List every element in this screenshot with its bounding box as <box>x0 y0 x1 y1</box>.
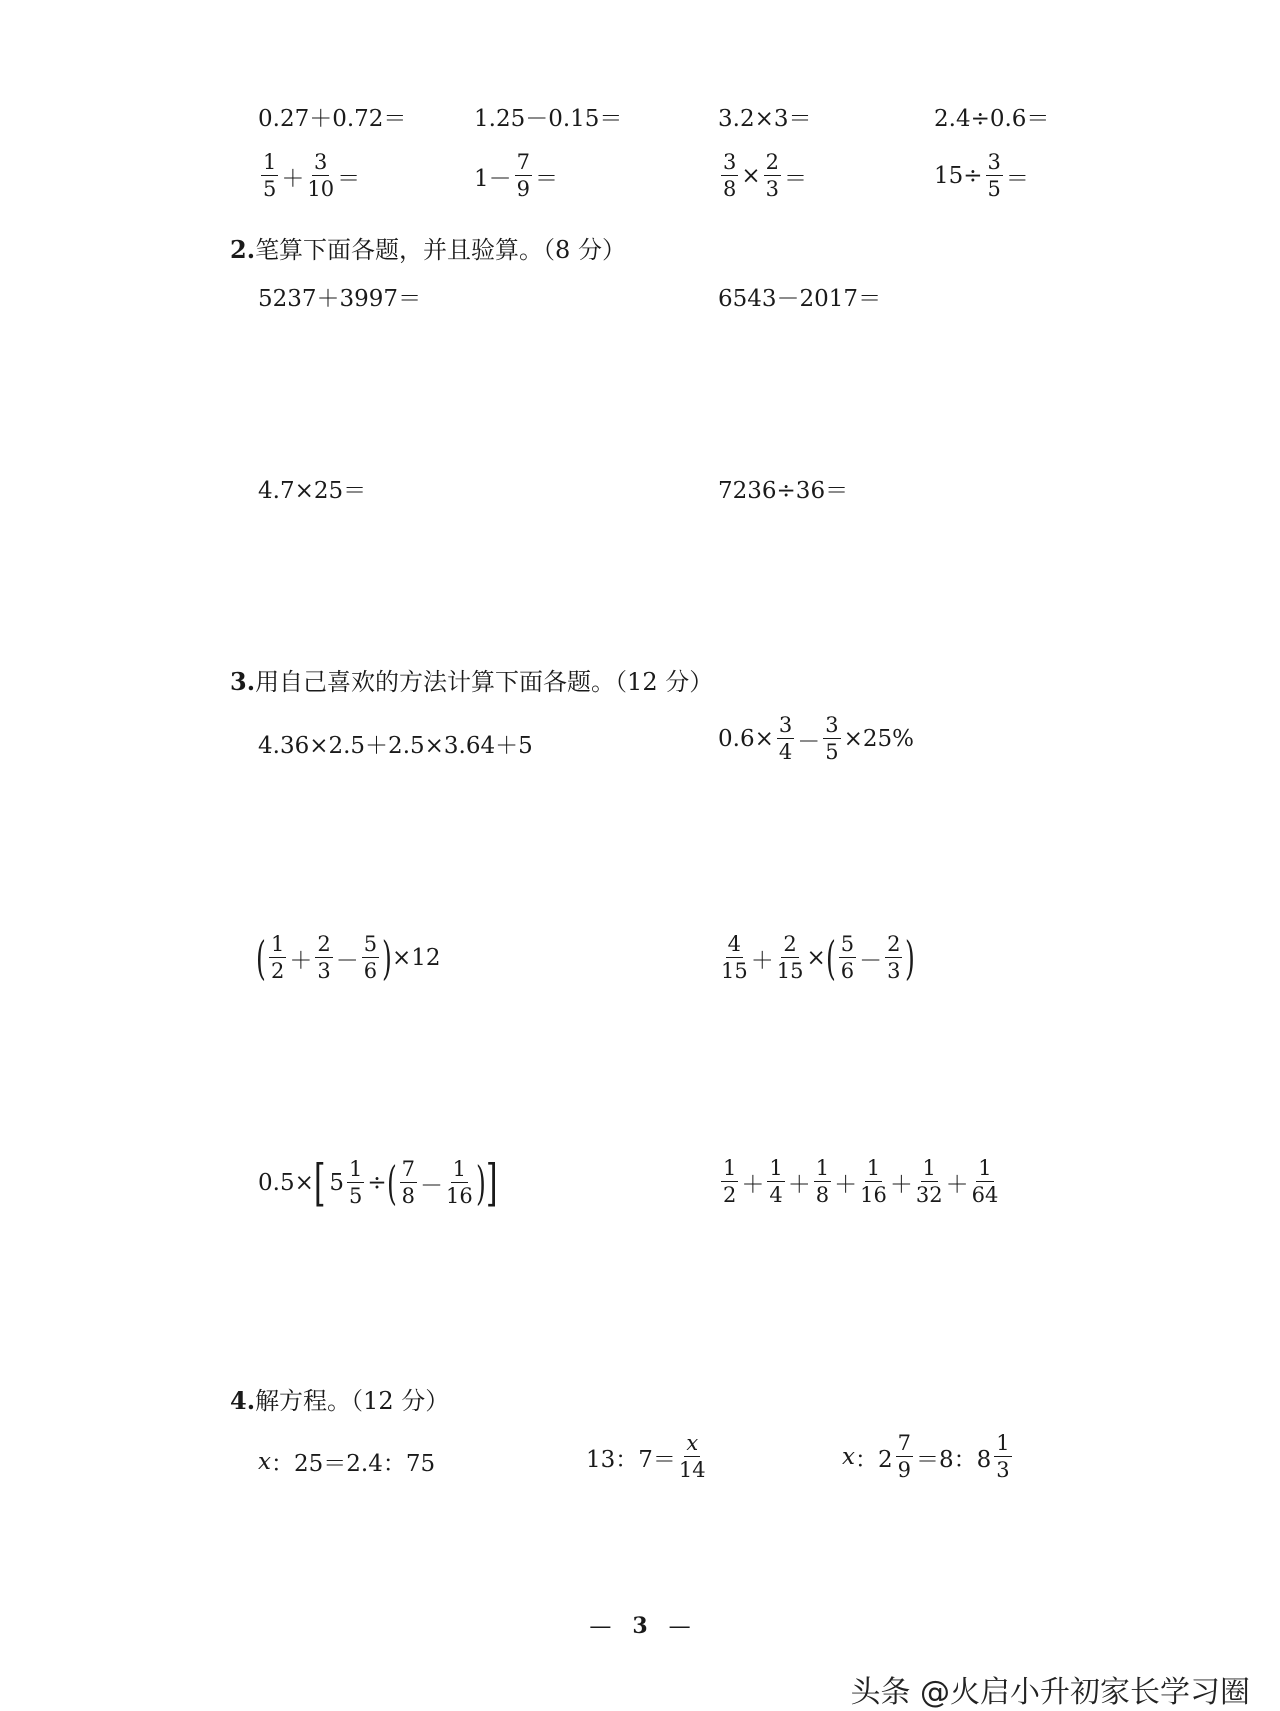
oral-calc-8: 15÷ $\frac{3}{5}$ ＝ <box>934 150 1029 201</box>
equation-1: x ：25＝2.4：75 <box>258 1448 436 1477</box>
section-4-heading: 4.解方程。（12 分） <box>230 1386 450 1415</box>
simplify-3: ( $\frac{1}{2}$ ＋ $\frac{2}{3}$ － $\frac{5}{6}$ ) ×12 <box>256 931 441 985</box>
written-calc-2: 6543－2017＝ <box>718 286 882 312</box>
written-calc-4: 7236÷36＝ <box>718 478 849 504</box>
simplify-5: 0.5× [ 5 $\frac{1}{5}$ ÷ ( $\frac{7}{8}$ － $\frac{1}{16}$ ) ] <box>258 1154 498 1212</box>
page-footer <box>0 1613 1280 1639</box>
written-calc-1: 5237＋3997＝ <box>258 286 422 312</box>
oral-calc-5: $\frac{1}{5}$ ＋ $\frac{3}{10}$ ＝ <box>263 150 361 201</box>
section-3-heading: 3.用自己喜欢的方法计算下面各题。（12 分） <box>230 667 714 696</box>
written-calc-3: 4.7×25＝ <box>258 478 367 504</box>
section-2-heading: 2.笔算下面各题，并且验算。（8 分） <box>230 235 626 264</box>
simplify-6: $\frac{1}{2}$ ＋ $\frac{1}{4}$ ＋ $\frac{1}{8}$ ＋ $\frac{1}{16}$ ＋ $\frac{1}{32}$ ＋ $\frac{1}{64}$ <box>723 1156 999 1207</box>
oral-calc-1: 0.27＋0.72＝ <box>258 106 407 132</box>
oral-calc-3: 3.2×3＝ <box>718 106 812 132</box>
simplify-4: $\frac{4}{15}$ ＋ $\frac{2}{15}$ × ( $\frac{5}{6}$ － $\frac{2}{3}$ ) <box>721 931 916 985</box>
oral-calc-2: 1.25－0.15＝ <box>474 106 623 132</box>
oral-calc-7: $\frac{3}{8}$ × $\frac{2}{3}$ ＝ <box>723 150 808 201</box>
footer-dash-left: — <box>589 1614 612 1639</box>
simplify-2: 0.6× $\frac{3}{4}$ － $\frac{3}{5}$ ×25% <box>718 713 915 764</box>
watermark: 头条 @火启小升初家长学习圈 <box>850 1675 1250 1710</box>
equation-3: x ：2 $\frac{7}{9}$ ＝8：8 $\frac{1}{3}$ <box>842 1431 1010 1482</box>
equation-2: 13：7＝ $\frac{x}{14}$ <box>586 1431 706 1482</box>
oral-calc-6: 1－ $\frac{7}{9}$ ＝ <box>474 150 559 201</box>
simplify-1: 4.36×2.5＋2.5×3.64＋5 <box>258 733 533 759</box>
page-number: 3 <box>632 1613 648 1639</box>
footer-dash-right: — <box>668 1614 691 1639</box>
oral-calc-4: 2.4÷0.6＝ <box>934 106 1050 132</box>
